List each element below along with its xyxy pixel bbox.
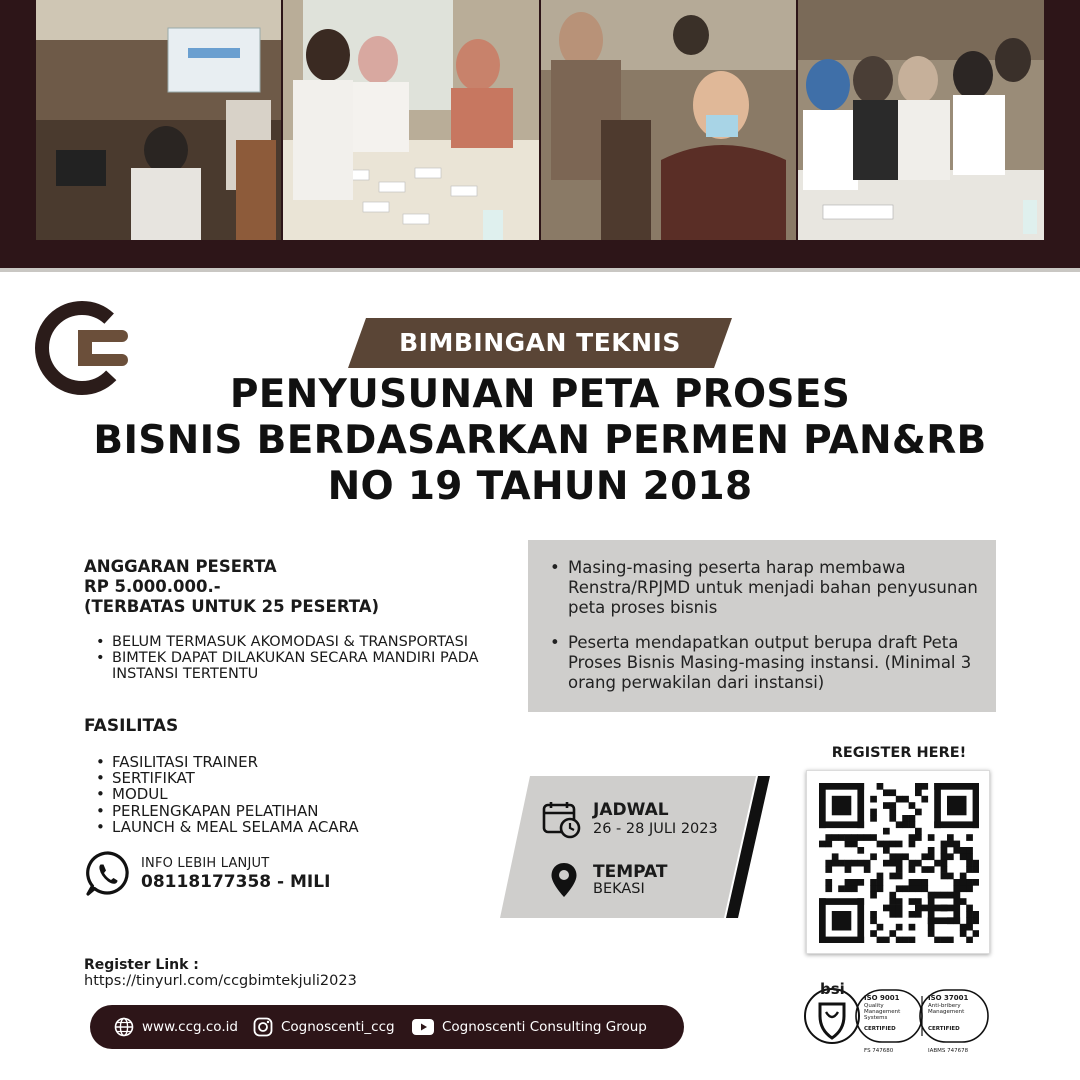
contact-label: INFO LEBIH LANJUT <box>141 856 270 871</box>
program-type-banner <box>348 318 732 368</box>
title-line-3: NO 19 TAHUN 2018 <box>327 464 753 509</box>
fee-limit: (TERBATAS UNTUK 25 PESERTA) <box>84 597 380 616</box>
photo-participants-table <box>283 0 539 240</box>
list-item: • BELUM TERMASUK AKOMODASI & TRANSPORTASI <box>96 634 516 650</box>
calendar-clock-icon <box>542 800 582 840</box>
schedule-date: 26 - 28 JULI 2023 <box>593 821 718 837</box>
iso-9001: ISO 9001 <box>864 994 900 1002</box>
schedule-card <box>500 776 772 918</box>
list-item: • Peserta mendapatkan output berupa draft Peta Proses Bisnis Masing-masing instansi. (Minimal 3 orang perwakilan dari instansi) <box>550 633 980 693</box>
list-item: • SERTIFIKAT <box>96 770 496 786</box>
social-bar <box>90 1005 684 1049</box>
bsi-text: bsi <box>820 980 845 998</box>
fee-label: ANGGARAN PESERTA <box>84 557 277 576</box>
participant-fee <box>84 557 504 617</box>
venue-city: BEKASI <box>593 881 645 897</box>
qr-code-icon <box>819 783 979 943</box>
list-item: • Masing-masing peserta harap membawa Renstra/RPJMD untuk menjadi bahan penyusunan peta proses bisnis <box>550 558 980 618</box>
list-item: • FASILITASI TRAINER <box>96 754 496 770</box>
info-points-list <box>550 558 980 708</box>
banner-label: BIMBINGAN TEKNIS <box>399 328 681 357</box>
iso-9001-status: CERTIFIED <box>864 1026 896 1032</box>
location-pin-icon <box>550 862 578 898</box>
title-line-2: BISNIS BERDASARKAN PERMEN PAN&RB <box>93 418 987 463</box>
photo-group-work <box>798 0 1044 240</box>
youtube-link[interactable] <box>412 1005 647 1049</box>
photo-participant-mask <box>541 0 796 240</box>
contact-phone[interactable]: 08118177358 - MILI <box>141 872 331 892</box>
instagram-link[interactable] <box>253 1005 395 1049</box>
iso-9001-code: FS 747680 <box>864 1048 894 1054</box>
divider-strip <box>0 268 1080 272</box>
fee-notes-list <box>96 634 516 682</box>
schedule-label: JADWAL <box>593 800 669 820</box>
facilities-list <box>96 754 496 835</box>
iso-37001-status: CERTIFIED <box>928 1026 960 1032</box>
register-qr-code[interactable] <box>806 770 990 954</box>
register-here-label: REGISTER HERE! <box>831 745 967 761</box>
whatsapp-icon[interactable] <box>84 850 132 898</box>
youtube-text: Cognoscenti Consulting Group <box>442 1019 647 1035</box>
iso-9001-desc: Quality Management Systems <box>864 1003 901 1021</box>
register-link-label: Register Link : <box>84 957 199 973</box>
globe-icon <box>114 1017 134 1037</box>
photo-banner <box>0 0 1080 272</box>
photo-training-room <box>36 0 281 240</box>
iso-37001-code: IABMS 747678 <box>928 1048 969 1054</box>
list-item: • PERLENGKAPAN PELATIHAN <box>96 803 496 819</box>
venue-label: TEMPAT <box>593 862 668 882</box>
list-item: • LAUNCH & MEAL SELAMA ACARA <box>96 819 496 835</box>
fee-amount: RP 5.000.000.- <box>84 577 221 596</box>
list-item: • MODUL <box>96 786 496 802</box>
list-item: • BIMTEK DAPAT DILAKUKAN SECARA MANDIRI PADA INSTANSI TERTENTU <box>96 650 516 682</box>
register-link-url[interactable]: https://tinyurl.com/ccgbimtekjuli2023 <box>84 973 357 989</box>
page-title <box>60 372 1020 510</box>
website-link[interactable] <box>114 1005 238 1049</box>
facilities-title: FASILITAS <box>84 716 179 736</box>
info-box <box>528 540 996 712</box>
instagram-icon <box>253 1017 273 1037</box>
website-text: www.ccg.co.id <box>142 1019 238 1035</box>
iso-37001: ISO 37001 <box>928 994 969 1002</box>
title-line-1: PENYUSUNAN PETA PROSES <box>229 372 851 417</box>
youtube-icon <box>412 1019 434 1035</box>
instagram-text: Cognoscenti_ccg <box>281 1019 395 1035</box>
iso-certification-marks <box>802 982 994 1058</box>
iso-37001-desc: Anti-bribery Management <box>928 1003 965 1015</box>
